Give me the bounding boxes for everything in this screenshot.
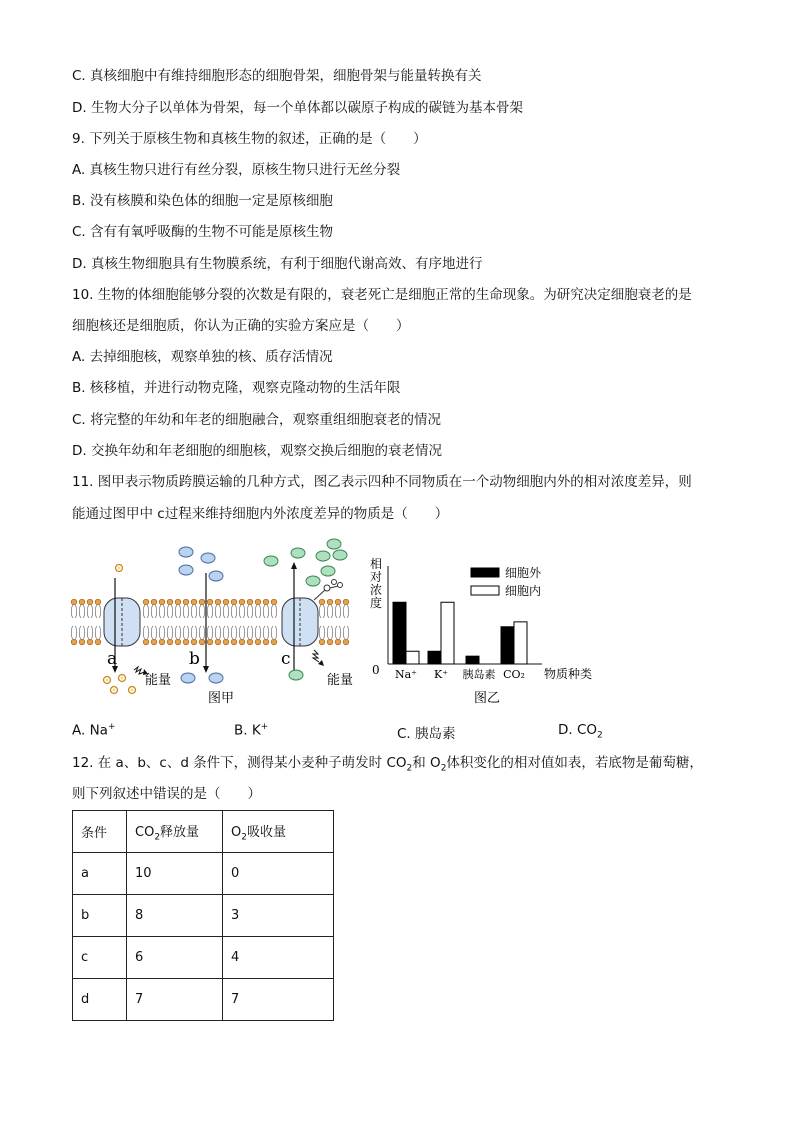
phospholipid-head [335,639,341,645]
phospholipid-tail [231,626,237,639]
table-cell: b [73,895,127,937]
table-cell: 0 [223,853,334,895]
label-b: b [189,649,200,669]
phospholipid-head [319,639,325,645]
x-axis-label: 物质种类 [544,667,593,681]
phospholipid-head [231,599,237,605]
svg-text:浓: 浓 [370,583,383,597]
bar-outside [428,651,441,664]
phospholipid-head [167,599,173,605]
question-11: 11. 图甲表示物质跨膜运输的几种方式，图乙表示四种不同物质在一个动物细胞内外的相对浓度差异，则 [72,474,692,490]
table-cell: 6 [127,937,223,979]
phospholipid-tail [183,626,189,639]
option-line: D. 生物大分子以单体为骨架，每一个单体都以碳原子构成的碳链为基本骨架 [72,100,523,116]
phospholipid-head [327,639,333,645]
option-line: B. 没有核膜和染色体的细胞一定是原核细胞 [72,193,333,209]
phospholipid-head [95,639,101,645]
phospholipid-head [191,599,197,605]
phospholipid-head [247,599,253,605]
origin-label: 0 [372,663,380,677]
phospholipid-tail [159,626,165,639]
phospholipid-head [183,599,189,605]
table-row [73,937,334,979]
bar-outside [393,602,406,664]
phospholipid-tail [239,626,245,639]
phospholipid-tail [207,626,213,639]
phospholipid-head [87,639,93,645]
label-c: c [281,649,291,669]
legend-outside: 细胞外 [505,566,542,580]
bar-outside [466,656,479,664]
x-tick-label: Na⁺ [395,668,417,681]
option-line: C. 含有有氧呼吸酶的生物不可能是原核生物 [72,224,334,240]
phospholipid-tail [271,626,277,639]
phospholipid-tail [271,605,277,618]
figure-caption-a: 图甲 [208,691,235,706]
table-cell: 10 [127,853,223,895]
phospholipid-head [271,599,277,605]
phospholipid-tail [167,605,173,618]
phospholipid-tail [143,626,149,639]
phospholipid-tail [343,605,349,618]
phospholipid-tail [215,605,221,618]
phospholipid-tail [159,605,165,618]
table-header-row [73,811,334,853]
phospholipid-tail [255,605,261,618]
svg-text:度: 度 [370,596,383,610]
phospholipid-tail [87,626,93,639]
figure-concentration-chart [362,556,612,706]
q11-option-a: A. Na+ [72,722,116,739]
x-tick-label: 胰岛素 [462,668,496,681]
phospholipid-tail [71,626,77,639]
question-12-cont: 则下列叙述中错误的是（ ） [72,786,261,802]
q11-option-d: D. $CO_2$ [558,722,603,741]
table-row [73,853,334,895]
phospholipid-tail [263,626,269,639]
table-header: $O_2$吸收量 [223,811,334,853]
phospholipid-head [207,599,213,605]
phospholipid-tail [191,605,197,618]
phospholipid-tail [319,605,325,618]
question-10-cont: 细胞核还是细胞质，你认为正确的实验方案应是（ ） [72,318,410,334]
phospholipid-head [271,639,277,645]
phospholipid-tail [223,605,229,618]
phospholipid-head [199,639,205,645]
phospholipid-head [207,639,213,645]
bar-inside [406,651,419,664]
option-line: C. 真核细胞中有维持细胞形态的细胞骨架，细胞骨架与能量转换有关 [72,68,482,84]
phospholipid-tail [151,605,157,618]
phospholipid-tail [327,626,333,639]
label-a: a [107,649,118,669]
phospholipid-tail [255,626,261,639]
phospholipid-tail [199,605,205,618]
table-cell: 7 [223,979,334,1021]
phospholipid-head [191,639,197,645]
phospholipid-tail [239,605,245,618]
legend-swatch-inside [471,586,499,595]
phospholipid-head [343,599,349,605]
phospholipid-tail [175,626,181,639]
phospholipid-head [239,599,245,605]
phospholipid-head [143,599,149,605]
energy-label: 能量 [145,673,172,688]
phospholipid-head [159,639,165,645]
x-tick-label: CO₂ [503,668,525,681]
table-header: 条件 [73,811,127,853]
phospholipid-head [175,639,181,645]
phospholipid-head [87,599,93,605]
legend-swatch-outside [471,568,499,577]
phospholipid-head [175,599,181,605]
phospholipid-head [183,639,189,645]
phospholipid-head [159,599,165,605]
phospholipid-head [263,639,269,645]
phospholipid-head [95,599,101,605]
bar-inside [441,602,454,664]
phospholipid-tail [199,626,205,639]
phospholipid-head [167,639,173,645]
phospholipid-tail [183,605,189,618]
table-cell: 3 [223,895,334,937]
table-cell: 4 [223,937,334,979]
phospholipid-head [223,599,229,605]
phospholipid-tail [207,605,213,618]
phospholipid-tail [231,605,237,618]
table-cell: d [73,979,127,1021]
x-tick-label: K⁺ [433,668,449,681]
y-axis-label [370,556,382,610]
table-cell: a [73,853,127,895]
table-cell: 7 [127,979,223,1021]
phospholipid-tail [191,626,197,639]
option-line: A. 真核生物只进行有丝分裂，原核生物只进行无丝分裂 [72,162,401,178]
phospholipid-head [215,639,221,645]
table-cell: 8 [127,895,223,937]
phospholipid-head [151,639,157,645]
phospholipid-head [231,639,237,645]
phospholipid-head [151,599,157,605]
phospholipid-head [327,599,333,605]
phospholipid-tail [79,626,85,639]
figure-membrane-transport [70,538,360,708]
phospholipid-tail [175,605,181,618]
phospholipid-head [71,639,77,645]
phospholipid-tail [87,605,93,618]
option-line: B. 核移植，并进行动物克隆，观察克隆动物的生活年限 [72,380,401,396]
question-9: 9. 下列关于原核生物和真核生物的叙述，正确的是（ ） [72,131,427,147]
phospholipid-tail [167,626,173,639]
option-line: C. 将完整的年幼和年老的细胞融合，观察重组细胞衰老的情况 [72,412,442,428]
phospholipid-tail [95,626,101,639]
bar-outside [501,627,514,664]
phospholipid-tail [79,605,85,618]
phospholipid-head [71,599,77,605]
option-line: D. 交换年幼和年老细胞的细胞核，观察交换后细胞的衰老情况 [72,443,442,459]
phospholipid-head [199,599,205,605]
phospholipid-head [247,639,253,645]
question-12: 12. 在 a、b、c、d 条件下，测得某小麦种子萌发时 $CO_2$和 $O_2$体积变化的相对值如表，若底物是葡萄糖， [72,755,703,774]
table-cell: c [73,937,127,979]
q11-options [72,722,732,742]
phospholipid-head [143,639,149,645]
phospholipid-tail [247,605,253,618]
svg-text:相: 相 [370,557,383,571]
phospholipid-tail [263,605,269,618]
phospholipid-tail [143,605,149,618]
bar-inside [514,622,527,664]
phospholipid-head [255,599,261,605]
phospholipid-head [79,639,85,645]
phospholipid-tail [71,605,77,618]
phospholipid-tail [327,605,333,618]
table-row [73,979,334,1021]
question-11-cont: 能通过图甲中 c过程来维持细胞内外浓度差异的物质是（ ） [72,506,449,522]
phospholipid-tail [247,626,253,639]
phospholipid-head [215,599,221,605]
phospholipid-tail [343,626,349,639]
phospholipid-tail [319,626,325,639]
q11-option-c: C. 胰岛素 [397,726,456,742]
phospholipid-tail [151,626,157,639]
table-header: $CO_2$释放量 [127,811,223,853]
phospholipid-head [79,599,85,605]
question-10: 10. 生物的体细胞能够分裂的次数是有限的，衰老死亡是细胞正常的生命现象。为研究决定细胞衰老的是 [72,287,692,303]
data-table [72,810,334,1021]
energy-label: 能量 [327,673,354,688]
phospholipid-tail [95,605,101,618]
option-line: D. 真核生物细胞具有生物膜系统，有利于细胞代谢高效、有序地进行 [72,256,483,272]
phospholipid-tail [335,626,341,639]
phospholipid-head [343,639,349,645]
option-line: A. 去掉细胞核，观察单独的核、质存活情况 [72,349,333,365]
phospholipid-tail [223,626,229,639]
legend-inside: 细胞内 [505,584,542,598]
phospholipid-head [239,639,245,645]
phospholipid-tail [335,605,341,618]
figure-caption-b: 图乙 [474,691,501,706]
svg-text:对: 对 [370,570,383,584]
phospholipid-head [223,639,229,645]
q11-option-b: B. K+ [234,722,269,739]
table-row [73,895,334,937]
phospholipid-head [255,639,261,645]
phospholipid-head [335,599,341,605]
phospholipid-head [319,599,325,605]
phospholipid-head [263,599,269,605]
phospholipid-tail [215,626,221,639]
